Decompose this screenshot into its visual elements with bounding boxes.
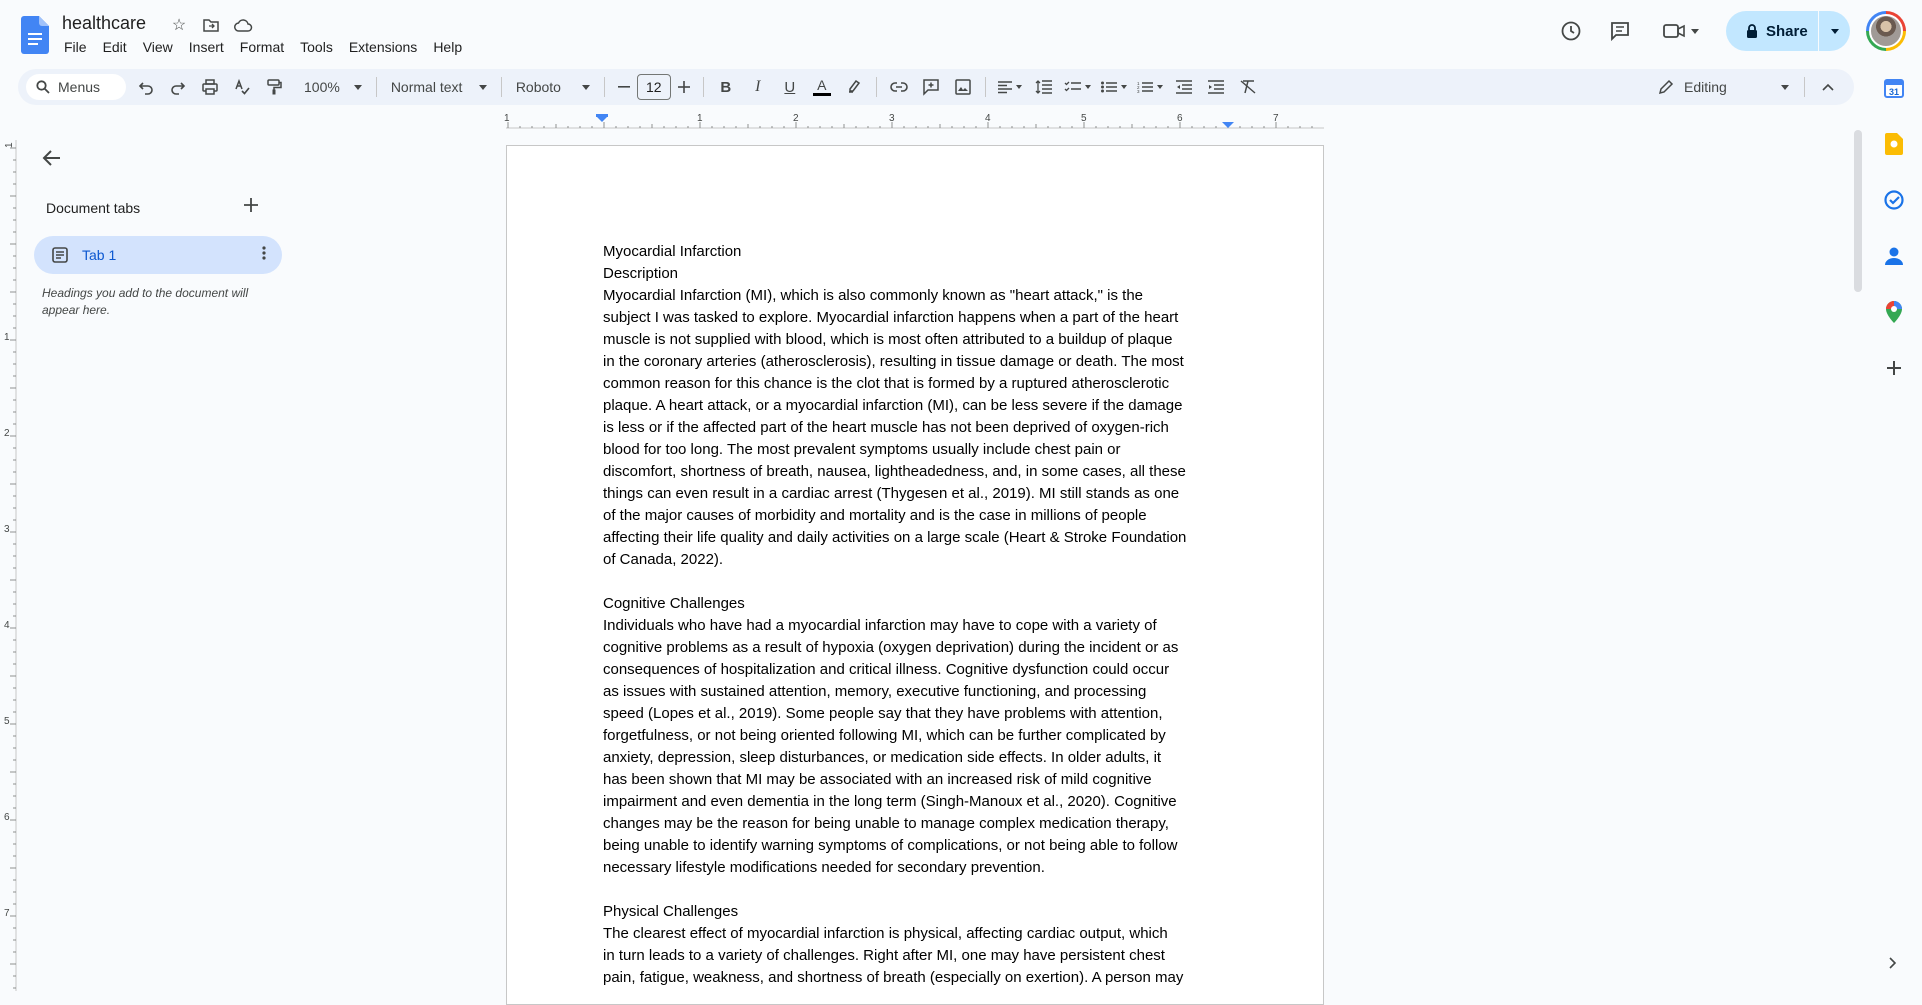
paragraph [603,923,1229,989]
title-icons [168,14,254,36]
spellcheck-icon[interactable] [226,73,258,101]
tasks-icon[interactable] [1876,182,1912,218]
svg-text:3: 3 [1136,89,1140,94]
version-history-icon[interactable] [1551,11,1591,51]
keep-icon[interactable] [1876,126,1912,162]
meet-icon[interactable] [1656,11,1706,51]
text-line: in turn leads to a variety of challenges. Right after MI, one may have persistent chest [603,947,1165,964]
text-line: anxiety, depression, sleep disturbances, or medication side effects. In older adults, it [603,749,1162,766]
outline-hint: Headings you add to the document will appear here. [42,286,249,317]
ruler-mark: 4 [985,113,991,124]
horizontal-ruler[interactable] [506,112,1324,132]
star-icon[interactable]: ☆ [171,17,187,34]
ruler-mark: 1 [697,113,703,124]
text-line: pain, fatigue, weakness, and shortness of breath (especially on exertion). A person may [603,969,1184,986]
redo-icon[interactable] [162,73,194,101]
line-spacing-icon[interactable] [1028,73,1060,101]
text-line: things can even result in a cardiac arrest (Thygesen et al., 2019). MI still stands as one [603,485,1180,502]
menu-extensions[interactable]: Extensions [348,39,418,55]
vertical-ruler[interactable] [0,140,18,991]
document-body[interactable] [603,241,1229,989]
toolbar-divider [604,77,605,97]
section-heading: Physical Challenges [603,903,739,920]
bold-icon[interactable]: B [720,78,732,96]
side-panel-rail [1876,70,1912,406]
toolbar-divider [376,77,377,97]
font-size-input[interactable]: 12 [637,74,671,100]
menu-view[interactable]: View [142,39,173,55]
collapse-toolbar-icon[interactable] [1814,73,1842,101]
share-button[interactable] [1726,11,1818,51]
ruler-mark: 5 [4,716,10,727]
text-line: forgetfulness, or not being oriented following MI, which can be further complicated by [603,727,1166,744]
style-caret-icon [479,85,487,90]
pencil-icon [1658,79,1674,95]
highlight-icon[interactable] [838,73,870,101]
text-line: The clearest effect of myocardial infarction is physical, affecting cardiac output, which [603,925,1168,942]
toolbar-divider [985,77,986,97]
text-line: consequences of hospitalization and critical illness. Cognitive dysfunction could occur [603,661,1170,678]
docs-logo-icon[interactable] [21,16,49,54]
svg-text:2: 2 [1136,85,1140,90]
get-addons-icon[interactable] [1876,350,1912,386]
toolbar-divider [1804,77,1805,97]
ruler-mark: 4 [4,620,10,631]
underline-icon[interactable]: U [784,78,796,96]
text-line: of Canada, 2022). [603,551,724,568]
text-line: plaque. A heart attack, or a myocardial infarction (MI), can be less severe if the damage [603,397,1183,414]
menu-tools[interactable]: Tools [300,39,333,55]
lock-icon [1746,24,1758,39]
text-line: discomfort, shortness of breath, nausea, lightheadedness, and, in some cases, all these [603,463,1186,480]
add-tab-icon[interactable] [244,195,258,218]
text-line: changes may be the reason for being unable to manage complex medication therapy, [603,815,1169,832]
text-line: blood for too long. The most prevalent symptoms usually include chest pain or [603,441,1121,458]
menu-bar [56,37,470,57]
svg-text:1: 1 [1136,81,1140,86]
menu-file[interactable]: File [64,39,87,55]
text-line: affecting their life quality and daily activities on a large scale (Heart & Stroke Foundation [603,529,1187,546]
font-caret-icon [582,85,590,90]
undo-icon[interactable] [130,73,162,101]
toolbar-divider [703,77,704,97]
text-line: necessary lifestyle modifications needed for secondary prevention. [603,859,1045,876]
document-title[interactable]: healthcare [62,13,147,33]
ruler-mark: 6 [4,812,10,823]
clear-formatting-icon[interactable] [1232,73,1264,101]
maps-icon[interactable] [1876,294,1912,330]
menus-search-placeholder: Menus [58,79,101,95]
decrease-indent-icon[interactable] [1168,73,1200,101]
ruler-mark: 7 [1273,113,1279,124]
ruler-mark: 1 [4,142,15,148]
svg-text:31: 31 [1889,87,1900,97]
menu-format[interactable]: Format [239,39,285,55]
text-line: as issues with sustained attention, memory, executive functioning, and processing [603,683,1147,700]
vertical-scrollbar[interactable] [1854,130,1862,292]
text-line: subject I was tasked to explore. Myocardial infarction happens when a part of the heart [603,309,1179,326]
font-select[interactable] [508,79,598,95]
text-line: speed (Lopes et al., 2019). Some people say that they have problems with attention, [603,705,1163,722]
add-comment-icon[interactable] [915,73,947,101]
editing-caret-icon [1781,85,1789,90]
menus-search[interactable] [26,74,126,100]
search-icon [36,80,50,94]
paragraph [603,615,1229,879]
share-button-group [1726,11,1850,51]
empty-line [603,571,1229,593]
document-tabs-heading: Document tabs [46,200,141,216]
section-heading: Description [603,265,679,282]
font-value: Roboto [515,79,561,95]
section-heading: Cognitive Challenges [603,595,745,612]
text-line: is less or if the affected part of the heart muscle has not been deprived of oxygen-rich [603,419,1169,436]
move-folder-icon[interactable] [200,14,222,36]
ruler-mark: 1 [4,332,10,343]
ruler-mark: 7 [4,908,10,919]
share-label: Share [1766,22,1808,40]
bulleted-list-icon[interactable] [1096,73,1132,101]
ruler-mark: 6 [1177,113,1183,124]
insert-link-icon[interactable] [883,73,915,101]
align-icon[interactable] [992,73,1028,101]
zoom-caret-icon [354,85,362,90]
more-vert-icon[interactable] [262,246,266,265]
text-line: being unable to identify warning symptoms of complications, or not being able to follow [603,837,1178,854]
checklist-icon[interactable] [1060,73,1096,101]
tab-document-icon [52,247,68,263]
ruler-mark: 2 [793,113,799,124]
meet-caret-icon [1691,29,1699,34]
ruler-mark: 3 [4,524,10,535]
text-line: Myocardial Infarction (MI), which is also commonly known as "heart attack," is the [603,287,1144,304]
tab-1-label: Tab 1 [82,247,117,263]
share-dropdown-icon[interactable] [1819,29,1850,34]
ruler-mark: 1 [504,113,510,124]
empty-line [603,879,1229,901]
toolbar-divider [876,77,877,97]
numbered-list-icon[interactable] [1132,73,1168,101]
first-line-indent-marker-icon [596,114,608,117]
toolbar [18,69,1854,105]
text-line: common reason for this chance is the clot that is formed by a ruptured atherosclerotic [603,375,1170,392]
text-line: in the coronary arteries (atherosclerosis), resulting in tissue damage or death. The most [603,353,1184,370]
paint-format-icon[interactable] [258,73,290,101]
text-line: of the major causes of morbidity and mortality and is the case in millions of people [603,507,1147,524]
comments-icon[interactable] [1600,11,1640,51]
text-line: Individuals who have had a myocardial infarction may have to cope with a variety of [603,617,1157,634]
menu-insert[interactable]: Insert [188,39,224,55]
ruler-mark: 3 [889,113,895,124]
toolbar-divider [501,77,502,97]
text-line: impairment and even dementia in the long term (Singh-Manoux et al., 2020). Cognitive [603,793,1177,810]
cloud-saved-icon[interactable] [232,14,254,36]
style-select[interactable] [383,79,495,95]
avatar[interactable] [1866,11,1906,51]
increase-indent-icon[interactable] [1200,73,1232,101]
title-bar [0,0,1922,64]
show-side-panel-icon[interactable] [1888,956,1902,970]
paragraph [603,285,1229,571]
ruler-mark: 2 [4,428,10,439]
ruler-mark: 5 [1081,113,1087,124]
tab-1[interactable] [34,236,282,274]
increase-font-size-icon[interactable] [671,73,697,101]
document-page[interactable] [506,145,1324,1005]
text-line: cognitive problems as a result of hypoxia (oxygen deprivation) during the incident or as [603,639,1179,656]
editing-mode-select[interactable] [1658,69,1789,105]
editing-mode-value: Editing [1684,79,1727,95]
zoom-value: 100% [304,79,340,95]
text-line: muscle is not supplied with blood, which is most often attributed to a buildup of plaque [603,331,1173,348]
calendar-icon[interactable] [1876,70,1912,106]
insert-image-icon[interactable] [947,73,979,101]
italic-icon[interactable]: I [755,78,761,95]
contacts-icon[interactable] [1876,238,1912,274]
menu-edit[interactable]: Edit [102,39,127,55]
text-line: has been shown that MI may be associated with an increased risk of mild cognitive [603,771,1152,788]
menu-help[interactable]: Help [433,39,463,55]
print-icon[interactable] [194,73,226,101]
decrease-font-size-icon[interactable] [611,73,637,101]
back-arrow-icon[interactable] [42,148,66,172]
text-color-icon[interactable]: A [806,73,838,101]
zoom-select[interactable] [296,79,370,95]
document-heading: Myocardial Infarction [603,243,742,260]
style-value: Normal text [390,79,463,95]
